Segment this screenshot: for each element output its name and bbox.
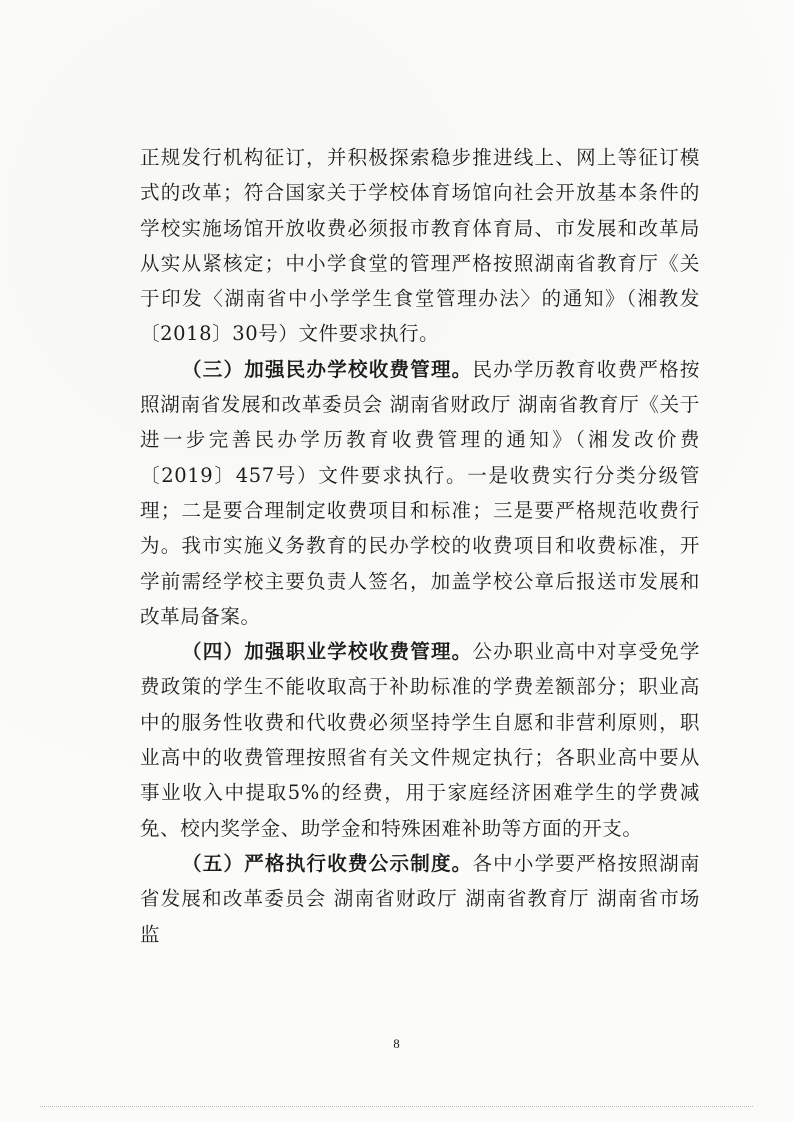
- page-number: 8: [393, 1036, 400, 1051]
- section-heading: （四）加强职业学校收费管理。: [182, 640, 473, 664]
- paragraph-text: 各中小学要严格按照湖南省发展和改革委员会 湖南省财政厅 湖南省教育厅 湖南省市场监: [140, 851, 700, 946]
- paragraph-private-schools: [140, 352, 700, 634]
- scan-edge-line: [40, 1106, 753, 1107]
- paragraph-text: 民办学历教育收费严格按照湖南省发展和改革委员会 湖南省财政厅 湖南省教育厅《关于进一步完善民办学历教育收费管理的通知》（湘发改价费〔2019〕457号）文件要求执行。一是收费实行分类分级管理；二是要合理制定收费项目和标准；三是要严格规范收费行为。我市实施义务教育的民办学校的收费项目和收费标准，开学前需经学校主要负责人签名，加盖学校公章后报送市发展和改革局备案。: [140, 357, 700, 628]
- paragraph-vocational-schools: [140, 634, 700, 846]
- section-heading: （三）加强民办学校收费管理。: [182, 357, 473, 381]
- paragraph-fee-disclosure: [140, 846, 700, 952]
- section-heading: （五）严格执行收费公示制度。: [182, 851, 473, 875]
- paragraph-text: 公办职业高中对享受免学费政策的学生不能收取高于补助标准的学费差额部分；职业高中的服务性收费和代收费必须坚持学生自愿和非营利原则，职业高中的收费管理按照省有关文件规定执行；各职业高中要从事业收入中提取5%的经费，用于家庭经济困难学生的学费减免、校内奖学金、助学金和特殊困难补助等方面的开支。: [140, 640, 700, 840]
- paragraph-continued: [140, 140, 700, 352]
- paragraph-text: 正规发行机构征订，并积极探索稳步推进线上、网上等征订模式的改革；符合国家关于学校体育场馆向社会开放基本条件的学校实施场馆开放收费必须报市教育体育局、市发展和改革局从实从紧核定；中小学食堂的管理严格按照湖南省教育厅《关于印发〈湖南省中小学学生食堂管理办法〉的通知》（湘教发〔2018〕30号）文件要求执行。: [140, 146, 700, 346]
- body-text: [140, 140, 700, 952]
